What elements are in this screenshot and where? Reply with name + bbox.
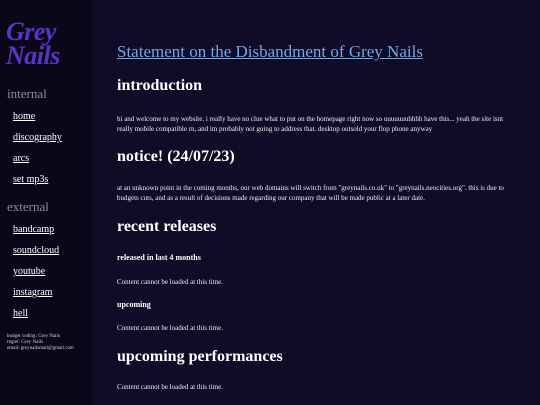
- upcoming-status-text: Content cannot be loaded at this time.: [117, 324, 223, 332]
- nav-link-discography[interactable]: discography: [13, 132, 62, 143]
- recent-releases-heading: recent releases: [117, 218, 217, 235]
- introduction-text: hi and welcome to my website. i really have no clue what to put on the homepage right now so uuuuuuuhhhh have this... yeah the site isnt really mobile compatible rn, and im probably not going to address that. desktop outsold your flop phone anyway: [117, 115, 504, 133]
- main-content: [93, 0, 540, 405]
- introduction-heading: introduction: [117, 77, 203, 94]
- logo-line-1: Grey: [6, 17, 56, 46]
- upcoming-performances-heading: upcoming performances: [117, 348, 283, 365]
- nav-link-soundcloud[interactable]: soundcloud: [13, 245, 60, 256]
- site-credits: [7, 334, 91, 352]
- nav-link-hell[interactable]: hell: [13, 308, 28, 319]
- logo-line-2: Nails: [6, 41, 60, 70]
- released-subheading: released in last 4 months: [117, 253, 201, 262]
- credit-email[interactable]: email: greynailsmail@gmail.com: [7, 346, 74, 351]
- upcoming-subheading: upcoming: [117, 300, 151, 309]
- credit-regret: regret: Grey Nails: [7, 340, 44, 345]
- nav-link-arcs[interactable]: arcs: [13, 153, 30, 164]
- notice-text: at an unknown point in the coming months, our web domains will switch from "greynails.co.uk" to "greynails.neocities.org". this is due to budgets cuts, and as a result of decisions made regarding our company that will be made public at a later date.: [117, 184, 504, 202]
- external-section-label: external: [7, 199, 49, 214]
- page-title-link[interactable]: Statement on the Disbandment of Grey Nails: [117, 42, 423, 61]
- nav-link-instagram[interactable]: instagram: [13, 287, 53, 298]
- released-status-text: Content cannot be loaded at this time.: [117, 278, 223, 286]
- performances-status-text: Content cannot be loaded at this time.: [117, 383, 223, 391]
- credit-coding: budget coding: Grey Nails: [7, 334, 60, 339]
- nav-link-bandcamp[interactable]: bandcamp: [13, 224, 55, 235]
- internal-section-label: internal: [7, 86, 47, 101]
- nav-link-set-mp3s[interactable]: set mp3s: [13, 174, 49, 185]
- nav-link-youtube[interactable]: youtube: [13, 266, 46, 277]
- sidebar: [0, 0, 92, 405]
- logo[interactable]: [6, 17, 90, 70]
- nav-link-home[interactable]: home: [13, 111, 36, 122]
- notice-heading: notice! (24/07/23): [117, 148, 235, 165]
